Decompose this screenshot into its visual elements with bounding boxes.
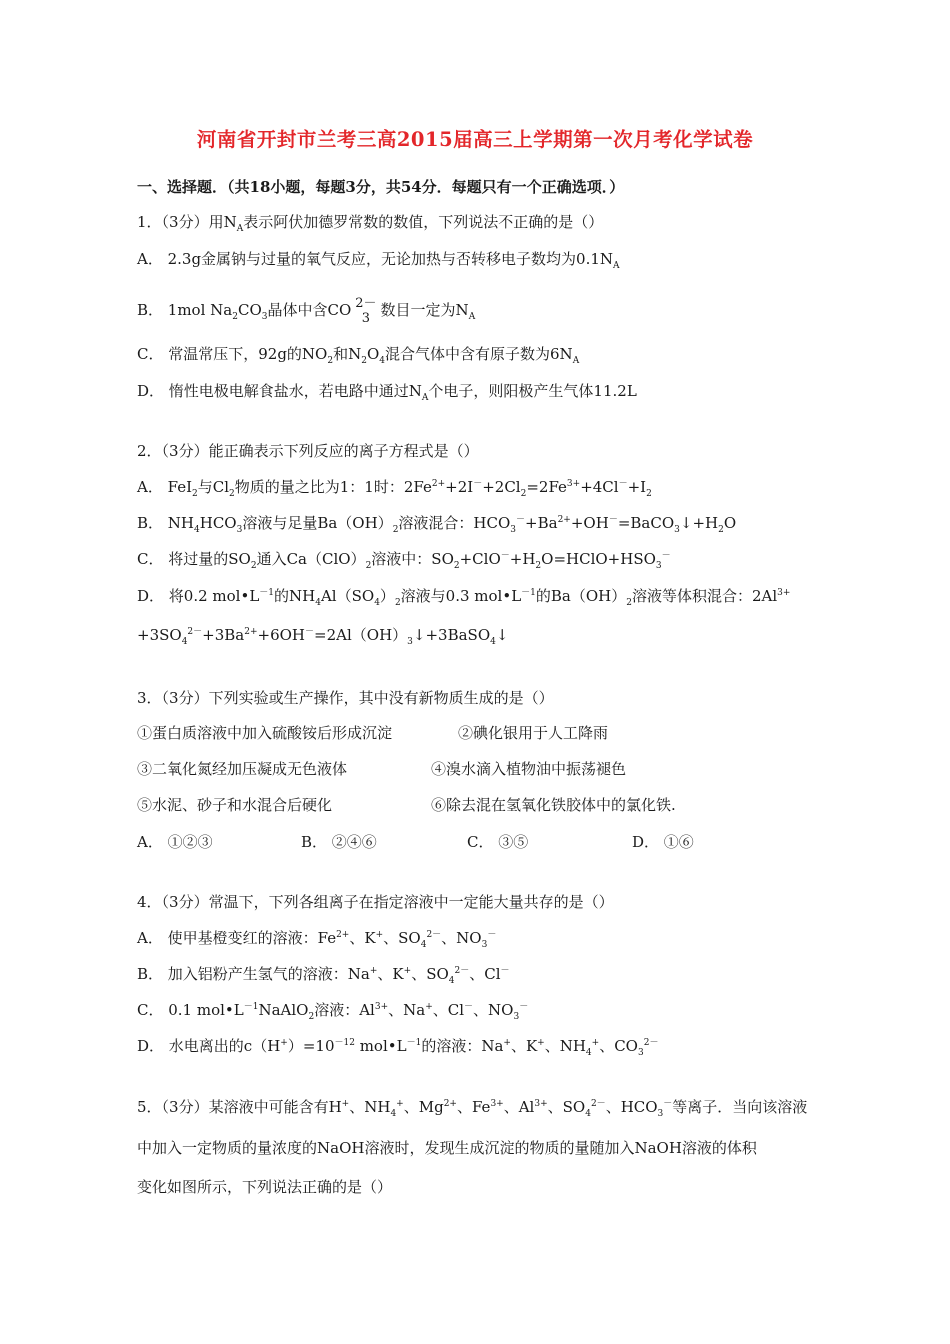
q1-option-d: D． 惰性电极电解食盐水，若电路中通过$N_A$个电子，则阳极产生气体11.2L bbox=[137, 382, 637, 403]
q5-stem-line3: 变化如图所示，下列说法正确的是（） bbox=[137, 1178, 393, 1196]
q3-item-2: ②碘化银用于人工降雨 bbox=[458, 724, 609, 742]
q3-option-c: C． ③⑤ bbox=[467, 833, 529, 851]
q2-stem: 2．（3分）能正确表示下列反应的离子方程式是（） bbox=[137, 442, 479, 460]
q3-option-d: D． ①⑥ bbox=[632, 833, 694, 851]
q1-option-b: B． 1mol $Na_2CO_3$晶体中含CO 2－ 3 数目一定为$N_A$ bbox=[137, 296, 476, 326]
q3-stem: 3．（3分）下列实验或生产操作，其中没有新物质生成的是（） bbox=[137, 689, 554, 707]
q5-stem-line1: 5．（3分）某溶液中可能含有H+、$NH_4^+$、$Mg^{2+}$、$Fe^{3+}$、$Al^{3+}$、$SO_4^{2-}$、$HCO_3^-$等离子．当向该溶液 bbox=[137, 1098, 808, 1119]
q1-option-c: C． 常温常压下，92g的$NO_2$和$N_2O_4$混合气体中含有原子数为$6N_A$ bbox=[137, 345, 580, 366]
q2-option-d-line1: D． 将0.2 $mol•L^{-1}$的$NH_4Al(SO_4)_2$溶液与0.3 $mol•L^{-1}$的$Ba(OH)_2$溶液等体积混合：$2Al^{3+}$ bbox=[137, 587, 791, 608]
q3-item-4: ④溴水滴入植物油中振荡褪色 bbox=[431, 760, 627, 778]
q3-option-a: A． ①②③ bbox=[137, 833, 213, 851]
q3-item-3: ③二氧化氮经加压凝成无色液体 bbox=[137, 760, 348, 778]
q4-option-b: B． 加入铝粉产生氢气的溶液：Na+、K+、$SO_4^{2-}$、Cl－ bbox=[137, 965, 510, 986]
q2-option-b: B． $NH_4HCO_3$溶液与足量$Ba(OH)_2$溶液混合：$HCO_3^-+Ba^{2+}+OH^-=BaCO_3↓+H_2O$ bbox=[137, 514, 737, 535]
q4-option-a: A． 使甲基橙变红的溶液：$Fe^{2+}$、K+、$SO_4^{2-}$、$NO_3^-$ bbox=[137, 929, 497, 950]
q2-option-d-line2: $+3SO_4^{2-}+3Ba^{2+}+6OH^-=2Al(OH)_3↓+3BaSO_4↓$ bbox=[137, 626, 509, 647]
carbonate-fraction: 2－ 3 bbox=[355, 296, 377, 326]
q3-item-5: ⑤水泥、砂子和水混合后硬化 bbox=[137, 796, 333, 814]
q2-option-a: A． FeI$_2$与$Cl_2$物质的量之比为1：1时：$2Fe^{2+}+2I^-+2Cl_2=2Fe^{3+}+4Cl^-+I_2$ bbox=[137, 478, 652, 499]
q5-stem-line2: 中加入一定物质的量浓度的NaOH溶液时，发现生成沉淀的物质的量随加入NaOH溶液的体积 bbox=[137, 1139, 757, 1157]
q4-stem: 4．（3分）常温下，下列各组离子在指定溶液中一定能大量共存的是（） bbox=[137, 893, 614, 911]
q3-item-1: ①蛋白质溶液中加入硫酸铵后形成沉淀 bbox=[137, 724, 393, 742]
q3-option-b: B． ②④⑥ bbox=[301, 833, 377, 851]
q3-item-6: ⑥除去混在氢氧化铁胶体中的氯化铁. bbox=[431, 796, 676, 814]
q1-option-a: A． 2.3g金属钠与过量的氧气反应，无论加热与否转移电子数均为$0.1N_A$ bbox=[137, 250, 620, 271]
q1-stem: 1．（3分）用$N_A$表示阿伏加德罗常数的数值，下列说法不正确的是（） bbox=[137, 213, 604, 234]
q4-option-d: D． 水电离出的$c(H^+)=10^{-12}$ $mol•L^{-1}$的溶液：Na+、K+、$NH_4^+$、$CO_3^{2-}$ bbox=[137, 1037, 659, 1058]
q2-option-c: C． 将过量的$SO_2$通入$Ca(ClO)_2$溶液中：$SO_2+ClO^-+H_2O=HClO+HSO_3^-$ bbox=[137, 550, 671, 571]
q4-option-c: C． 0.1 $mol•L^{-1}NaAlO_2$溶液：$Al^{3+}$、Na+、Cl－、$NO_3^-$ bbox=[137, 1001, 529, 1022]
exam-title: 河南省开封市兰考三高2015届高三上学期第一次月考化学试卷 bbox=[196, 128, 754, 151]
section-heading: 一、选择题．（共18小题，每题3分，共54分．每题只有一个正确选项．） bbox=[137, 178, 625, 196]
